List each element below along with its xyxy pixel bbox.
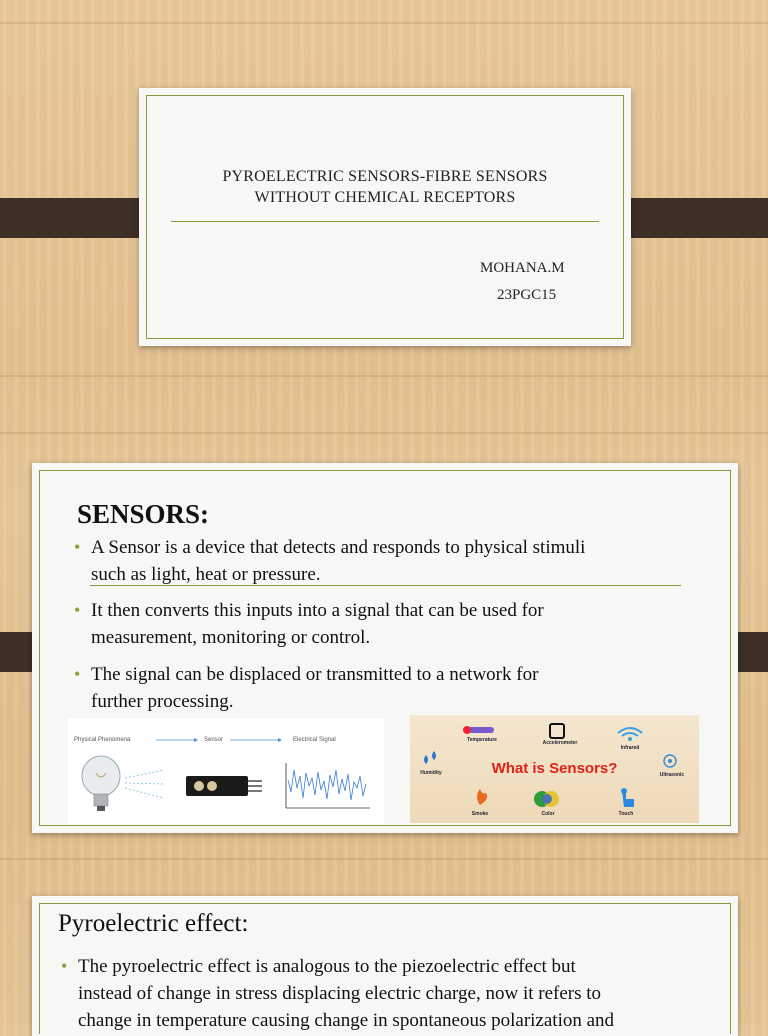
- slide-title[interactable]: [139, 88, 631, 346]
- sensors-bullets: [74, 534, 694, 588]
- label-smoke: Smoke: [471, 811, 489, 817]
- sensors-bullets-2: [74, 597, 694, 715]
- slide1-right-band: [614, 198, 768, 238]
- presentation-title: [139, 166, 631, 208]
- signal-waveform-graph: [286, 763, 370, 808]
- wood-seam: [0, 22, 768, 24]
- what-is-sensors-image: [410, 715, 699, 823]
- label-infrared: Infrared: [620, 745, 640, 751]
- bullet-item: • The signal can be displaced or transmitted to a network for further processing.: [74, 661, 694, 715]
- ultrasonic-icon: [664, 755, 676, 767]
- title-line-2: WITHOUT CHEMICAL RECEPTORS: [254, 189, 516, 206]
- thermometer-icon: [463, 726, 494, 734]
- what-is-sensors-title: What is Sensors?: [491, 760, 618, 777]
- pyroelectric-bullets: [61, 953, 726, 1034]
- label-temperature: Temperature: [467, 737, 497, 743]
- accelerometer-icon: [550, 724, 564, 738]
- slide-sensors[interactable]: [32, 463, 738, 833]
- sensor-flow-diagram: [68, 718, 384, 824]
- label-accelerometer: Accelerometer: [542, 740, 578, 746]
- sensors-divider: [90, 585, 681, 586]
- bullet-item: • A Sensor is a device that detects and responds to physical stimuli such as light, heat or pressure.: [74, 534, 694, 588]
- label-ultrasonic: Ultrasonic: [659, 772, 685, 778]
- label-touch: Touch: [618, 811, 634, 817]
- sensor-module-icon: [186, 776, 262, 796]
- slide-pyroelectric[interactable]: [32, 896, 738, 1036]
- author-name: MOHANA.M: [480, 260, 565, 276]
- sensor-type-icons: [410, 715, 699, 823]
- color-icon: [534, 791, 559, 807]
- light-bulb-icon: [82, 756, 120, 811]
- label-electrical-signal: Electrical Signal: [293, 737, 336, 743]
- smoke-icon: [477, 789, 487, 805]
- bullet-item: • The pyroelectric effect is analogous to the piezoelectric effect but instead of change in stress displacing electric charge, now it refers to change in temperature causing change in spontaneous polarization and: [61, 953, 726, 1034]
- infrared-icon: [618, 728, 642, 741]
- label-physical-phenomena: Physical Phenomena: [74, 737, 131, 743]
- pyroelectric-heading: Pyroelectric effect:: [58, 910, 249, 937]
- sensors-heading: SENSORS:: [77, 499, 210, 529]
- title-divider: [171, 221, 599, 222]
- label-color: Color: [541, 811, 555, 817]
- bullet-item: • It then converts this inputs into a signal that can be used for measurement, monitoring or control.: [74, 597, 694, 651]
- wood-seam: [0, 375, 768, 377]
- humidity-icon: [424, 751, 436, 764]
- touch-icon: [621, 788, 634, 807]
- title-line-1: PYROELECTRIC SENSORS-FIBRE SENSORS: [222, 168, 548, 185]
- diagram-graphics: [68, 718, 384, 824]
- wood-seam: [0, 858, 768, 860]
- roll-number: 23PGC15: [497, 287, 557, 303]
- label-humidity: Humidity: [420, 770, 442, 776]
- wood-seam: [0, 432, 768, 434]
- slide1-left-band: [0, 198, 155, 238]
- label-sensor: Sensor: [204, 737, 224, 743]
